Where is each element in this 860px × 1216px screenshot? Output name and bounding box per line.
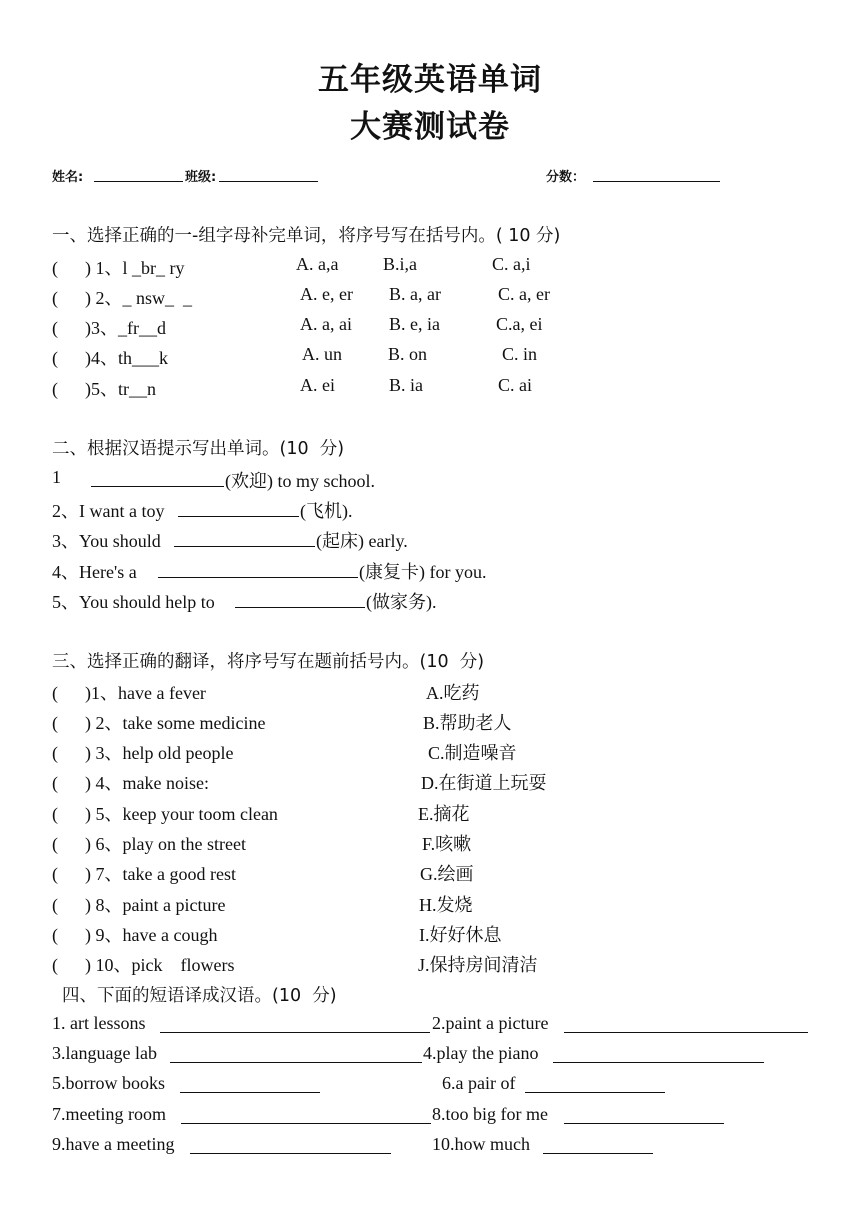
s4-item-5-blank[interactable]	[180, 1076, 320, 1093]
s2-q3-blank[interactable]	[174, 530, 315, 547]
s2-q5-suffix: (做家务).	[366, 592, 437, 612]
s4-item-10: 10.how much	[432, 1134, 530, 1154]
s4-item-10-blank[interactable]	[543, 1137, 653, 1154]
s3-q4: ( ) 4、make noise:	[52, 773, 209, 793]
s2-q2-blank[interactable]	[178, 500, 299, 517]
s3-option-i: I.好好休息	[419, 925, 502, 945]
s1-q4-question: ( )4、th___k	[52, 348, 168, 368]
s2-q1-suffix: (欢迎) to my school.	[225, 471, 375, 491]
s2-q2-suffix: (飞机).	[300, 501, 353, 521]
s4-item-2-blank[interactable]	[564, 1016, 808, 1033]
s2-q3-prefix: 3、You should	[52, 531, 161, 551]
score-field[interactable]	[593, 166, 720, 182]
title-line-1: 五年级英语单词	[318, 62, 542, 98]
s4-item-6: 6.a pair of	[442, 1073, 516, 1093]
s1-q4-option-a: A. un	[302, 344, 342, 364]
s3-option-j: J.保持房间清洁	[418, 955, 538, 975]
section-3-heading: 三、选择正确的翻译，将序号写在题前括号内。(10 分)	[52, 652, 485, 672]
s4-item-2: 2.paint a picture	[432, 1013, 549, 1033]
s1-q4-option-b: B. on	[388, 344, 428, 364]
s1-q1-question: ( ) 1、l _br_ ry	[52, 258, 185, 278]
s1-q5-option-a: A. ei	[300, 375, 335, 395]
s3-option-a: A.吃药	[426, 683, 480, 703]
section-4-heading: 四、下面的短语译成汉语。(10 分)	[62, 986, 337, 1006]
title-line-2: 大赛测试卷	[350, 109, 510, 145]
s4-item-5: 5.borrow books	[52, 1073, 165, 1093]
s3-option-f: F.咳嗽	[422, 834, 472, 854]
s1-q1-option-b: B.i,a	[383, 254, 417, 274]
s2-q4-suffix: (康复卡) for you.	[359, 562, 487, 582]
s2-q2-prefix: 2、I want a toy	[52, 501, 165, 521]
s3-option-c: C.制造噪音	[428, 743, 517, 763]
s3-q3: ( ) 3、help old people	[52, 743, 234, 763]
name-field[interactable]	[94, 166, 183, 182]
s2-q5-blank[interactable]	[235, 591, 365, 608]
s3-option-h: H.发烧	[419, 895, 473, 915]
s4-item-9-blank[interactable]	[190, 1137, 391, 1154]
class-field[interactable]	[219, 166, 318, 182]
s4-item-8-blank[interactable]	[564, 1107, 724, 1124]
s4-item-3: 3.language lab	[52, 1043, 157, 1063]
s4-item-7: 7.meeting room	[52, 1104, 166, 1124]
s1-q2-option-c: C. a, er	[498, 284, 550, 304]
s3-q2: ( ) 2、take some medicine	[52, 713, 266, 733]
s4-item-9: 9.have a meeting	[52, 1134, 175, 1154]
s3-q5: ( ) 5、keep your toom clean	[52, 804, 278, 824]
s3-option-b: B.帮助老人	[423, 713, 512, 733]
s2-q4-blank[interactable]	[158, 561, 358, 578]
s2-q5-prefix: 5、You should help to	[52, 592, 215, 612]
s1-q5-question: ( )5、tr__n	[52, 379, 156, 399]
s4-item-4: 4.play the piano	[423, 1043, 539, 1063]
s1-q3-question: ( )3、_fr__d	[52, 318, 166, 338]
s2-q4-prefix: 4、Here's a	[52, 562, 142, 582]
s4-item-4-blank[interactable]	[553, 1046, 764, 1063]
s3-option-e: E.摘花	[418, 804, 470, 824]
s3-q8: ( ) 8、paint a picture	[52, 895, 226, 915]
s3-q1: ( )1、have a fever	[52, 683, 206, 703]
s4-item-6-blank[interactable]	[525, 1076, 665, 1093]
s2-q3-suffix: (起床) early.	[316, 531, 408, 551]
s1-q5-option-b: B. ia	[389, 375, 423, 395]
score-label: 分数：	[546, 170, 586, 185]
s3-q6: ( ) 6、play on the street	[52, 834, 246, 854]
s1-q2-option-a: A. e, er	[300, 284, 353, 304]
s4-item-3-blank[interactable]	[170, 1046, 422, 1063]
section-1-heading: 一、选择正确的一-组字母补完单词，将序号写在括号内。( 10 分)	[52, 226, 561, 246]
s1-q2-option-b: B. a, ar	[389, 284, 441, 304]
name-label: 姓名:	[52, 170, 84, 185]
s1-q1-option-c: C. a,i	[492, 254, 531, 274]
s4-item-7-blank[interactable]	[181, 1107, 431, 1124]
s1-q4-option-c: C. in	[502, 344, 538, 364]
s4-item-1: 1. art lessons	[52, 1013, 146, 1033]
s3-option-g: G.绘画	[420, 864, 474, 884]
s1-q2-question: ( ) 2、_ nsw_ _	[52, 288, 192, 308]
s1-q3-option-a: A. a, ai	[300, 314, 352, 334]
s4-item-8: 8.too big for me	[432, 1104, 548, 1124]
s3-q10: ( ) 10、pick flowers	[52, 955, 235, 975]
section-2-heading: 二、根据汉语提示写出单词。(10 分)	[52, 439, 345, 459]
s1-q1-option-a: A. a,a	[296, 254, 339, 274]
s3-q7: ( ) 7、take a good rest	[52, 864, 236, 884]
s1-q3-option-b: B. e, ia	[389, 314, 440, 334]
s2-q1-blank[interactable]	[91, 470, 224, 487]
s1-q5-option-c: C. ai	[498, 375, 532, 395]
s1-q3-option-c: C.a, ei	[496, 314, 543, 334]
class-label: 班级:	[185, 170, 217, 185]
s2-q1-prefix: 1	[52, 467, 61, 487]
s3-q9: ( ) 9、have a cough	[52, 925, 218, 945]
s4-item-1-blank[interactable]	[160, 1016, 430, 1033]
s3-option-d: D.在街道上玩耍	[421, 773, 547, 793]
